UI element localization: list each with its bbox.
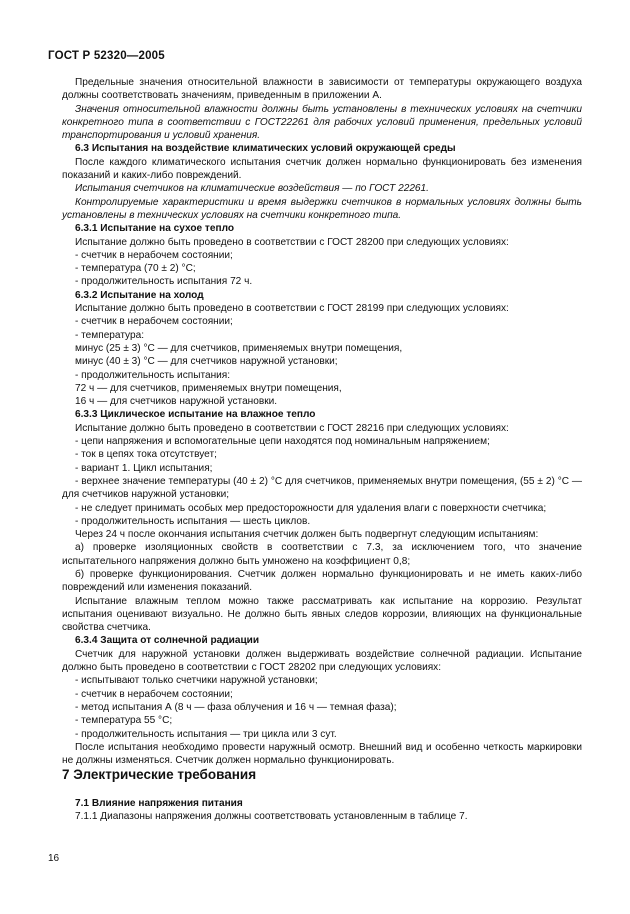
clause-heading: 6.3 Испытания на воздействие климатических условий окружающей среды	[75, 143, 456, 155]
paragraph: - продолжительность испытания — три цикла или 3 сут.	[75, 728, 337, 740]
paragraph: После испытания необходимо провести наружный осмотр. Внешний вид и особенно четкость маркировки не должны изменяться. Счетчик должен нормально функционировать.	[62, 741, 582, 767]
paragraph: - температура (70 ± 2) °С;	[75, 263, 196, 275]
paragraph: Испытание должно быть проведено в соответствии с ГОСТ 28200 при следующих условиях:	[75, 236, 509, 248]
paragraph: Значения относительной влажности должны быть установлены в технических условиях на счетчики конкретного типа в соответствии с ГОСТ22261 для рабочих условий применения, предельных условий транспортирования и условий хранения.	[62, 103, 582, 142]
clause-heading: 6.3.3 Циклическое испытание на влажное тепло	[75, 409, 316, 421]
paragraph: - счетчик в нерабочем состоянии;	[75, 316, 233, 328]
paragraph: - не следует принимать особых мер предосторожности для удаления влаги с поверхности счетчика;	[75, 502, 547, 514]
paragraph: Контролируемые характеристики и время выдержки счетчиков в нормальных условиях должны быть установлены в технических условиях на счетчики конкретного типа.	[62, 196, 582, 221]
document-header: ГОСТ Р 52320—2005	[48, 50, 165, 62]
paragraph: Испытание должно быть проведено в соответствии с ГОСТ 28216 при следующих условиях:	[75, 422, 509, 434]
subsection	[62, 797, 582, 824]
paragraph: - температура 55 °С;	[75, 715, 173, 727]
paragraph: - продолжительность испытания:	[75, 369, 231, 381]
paragraph: - вариант 1. Цикл испытания;	[75, 462, 213, 474]
paragraph: - температура:	[75, 329, 145, 341]
paragraph: а) проверке изоляционных свойств в соответствии с 7.3, за исключением того, что значение испытательного напряжения должно быть умножено на коэффициент 0,8;	[62, 542, 582, 567]
clause-heading: 6.3.1 Испытание на сухое тепло	[75, 223, 235, 235]
subsection-heading: 7.1 Влияние напряжения питания	[75, 798, 243, 809]
paragraph: - цепи напряжения и вспомогательные цепи находятся под номинальным напряжением;	[75, 436, 490, 448]
paragraph: - продолжительность испытания — шесть циклов.	[75, 515, 311, 527]
paragraph: минус (40 ± 3) °С — для счетчиков наружной установки;	[75, 356, 338, 368]
paragraph: - ток в цепях тока отсутствует;	[75, 449, 217, 461]
page-number: 16	[48, 853, 60, 864]
paragraph: Испытание влажным теплом можно также рассматривать как испытание на коррозию. Результат испытания оценивают визуально. Не должно быть явных следов коррозии, влияющих на функциональные свойства счетчика.	[62, 595, 582, 634]
paragraph: Предельные значения относительной влажности в зависимости от температуры окружающего воздуха должны соответствовать значениям, приведенным в приложении А.	[62, 77, 582, 102]
paragraph: - счетчик в нерабочем состоянии;	[75, 688, 233, 700]
paragraph: - счетчик в нерабочем состоянии;	[75, 249, 233, 261]
paragraph: Счетчик для наружной установки должен выдерживать воздействие солнечной радиации. Испытание должно быть проведено в соответствии с ГОСТ 28202 при следующих условиях:	[62, 648, 582, 674]
clause-heading: 6.3.4 Защита от солнечной радиации	[75, 635, 260, 647]
paragraph: - продолжительность испытания 72 ч.	[75, 276, 253, 288]
paragraph: После каждого климатического испытания счетчик должен нормально функционировать без изменения показаний и каких-либо повреждений.	[62, 156, 582, 182]
paragraph: Через 24 ч после окончания испытания счетчик должен быть подвергнут следующим испытаниям:	[75, 529, 539, 541]
paragraph: - испытывают только счетчики наружной установки;	[75, 675, 318, 687]
paragraph: - метод испытания А (8 ч — фаза облучения и 16 ч — темная фаза);	[75, 701, 397, 713]
section-heading: 7 Электрические требования	[62, 767, 257, 782]
clause-heading: 6.3.2 Испытание на холод	[75, 289, 204, 301]
paragraph: б) проверке функционирования. Счетчик должен нормально функционировать и не иметь каких-либо повреждений или изменения показаний.	[62, 568, 582, 594]
subsection-paragraph: 7.1.1 Диапазоны напряжения должны соответствовать установленным в таблице 7.	[75, 811, 468, 823]
body-text	[62, 76, 582, 767]
paragraph: 16 ч — для счетчиков наружной установки.	[75, 396, 278, 408]
paragraph: - верхнее значение температуры (40 ± 2) °С для счетчиков, применяемых внутри помещения, (55 ± 2) °С — для счетчиков наружной установки;	[62, 475, 582, 501]
paragraph: Испытание должно быть проведено в соответствии с ГОСТ 28199 при следующих условиях:	[75, 303, 509, 315]
paragraph: Испытания счетчиков на климатические воздействия — по ГОСТ 22261.	[75, 183, 429, 195]
paragraph: 72 ч — для счетчиков, применяемых внутри помещения,	[75, 382, 342, 394]
paragraph: минус (25 ± 3) °С — для счетчиков, применяемых внутри помещения,	[75, 342, 403, 354]
